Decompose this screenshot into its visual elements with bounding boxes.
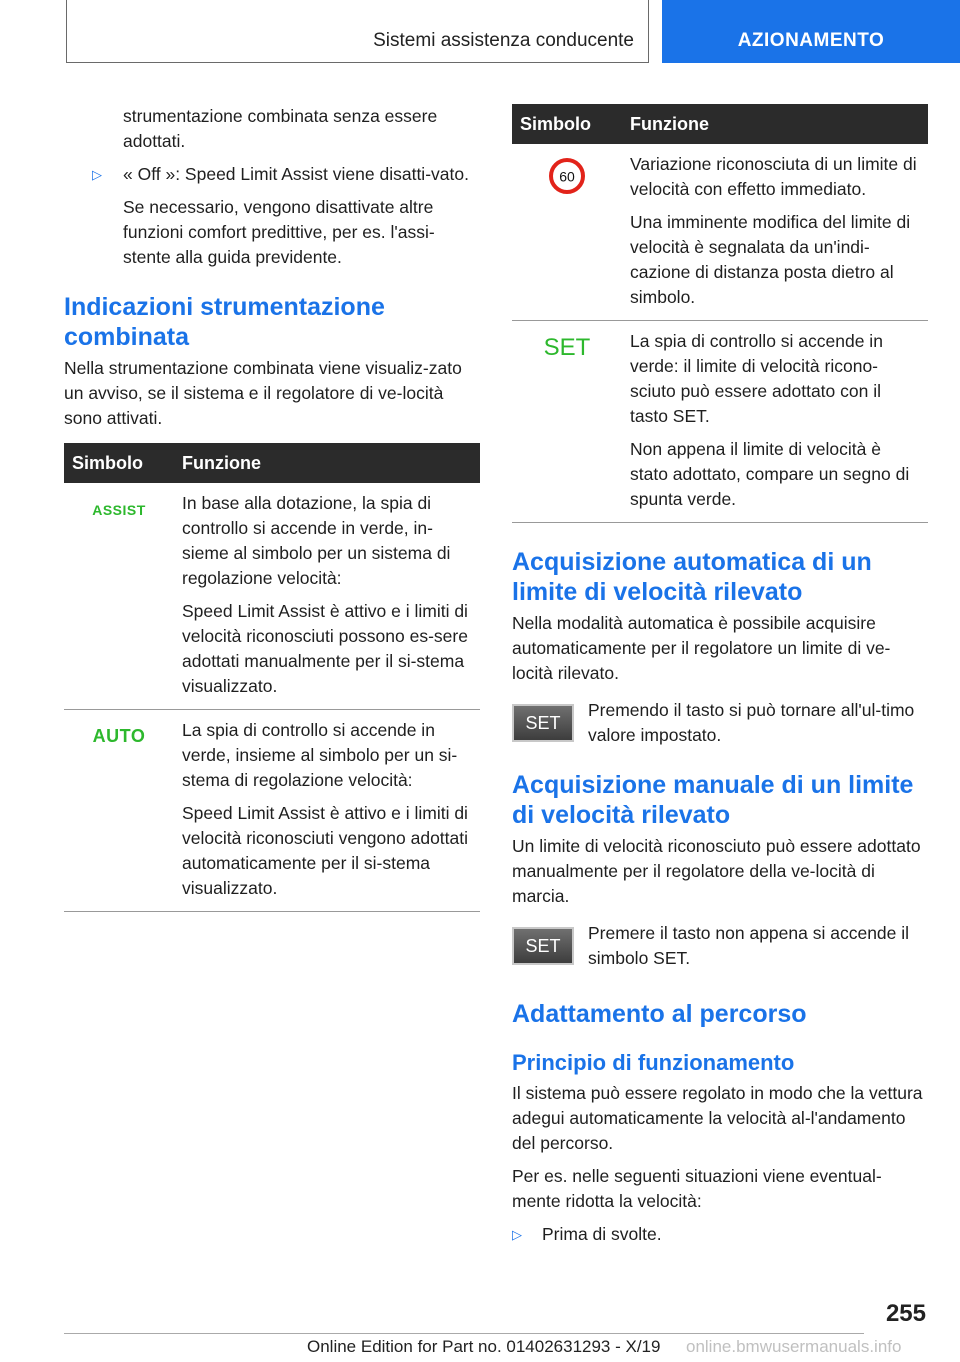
paragraph: Nella strumentazione combinata viene visualiz-zato un avviso, se il sistema e il regolatore di ve-locità sono attivati.: [64, 358, 462, 428]
table-header-symbol: Simbolo: [64, 443, 174, 483]
bullet-item: [512, 1222, 928, 1247]
table-symbol-cell: [512, 321, 622, 523]
table-symbol-cell: [512, 144, 622, 321]
auto-symbol-icon: AUTO: [92, 726, 146, 746]
paragraph: Per es. nelle seguenti situazioni viene eventual-mente ridotta la velocità:: [512, 1166, 882, 1211]
instruction-text: Premere il tasto non appena si accende il simbolo SET.: [588, 923, 910, 968]
cell-text: Variazione riconosciuta di un limite di velocità con effetto immediato.: [630, 154, 917, 199]
section-heading: Acquisizione manuale di un limite di velocità rilevato: [512, 771, 914, 829]
paragraph: Il sistema può essere regolato in modo che la vettura adegui automaticamente la velocità al-l'andamento del percorso.: [512, 1083, 923, 1153]
table-header-function: Funzione: [174, 443, 480, 483]
page-number: 255: [885, 1300, 926, 1327]
paragraph: Se necessario, vengono disattivate altre funzioni comfort predittive, per es. l'assi-stente alla guida previdente.: [123, 197, 435, 267]
cell-text: Speed Limit Assist è attivo e i limiti di velocità riconosciuti vengono adottati automaticamente per il si-stema visualizzato.: [182, 803, 469, 898]
header-chapter-title: AZIONAMENTO: [737, 30, 885, 51]
subsection-heading: Principio di funzionamento: [512, 1050, 795, 1075]
header-section-box: [66, 0, 649, 63]
button-cell: [512, 698, 588, 748]
table-header-row: [512, 104, 928, 144]
table-header-row: [64, 443, 480, 483]
table-row: [512, 144, 928, 321]
assist-symbol-icon: ASSIST: [92, 502, 146, 518]
button-instruction: [512, 921, 928, 971]
triangle-right-icon: ▷: [512, 1227, 522, 1242]
table-row: [512, 321, 928, 523]
left-column: [64, 104, 480, 912]
bullet-item: [64, 162, 480, 187]
set-button-icon: SET: [512, 927, 574, 965]
table-symbol-cell: [64, 483, 174, 710]
cell-text: Speed Limit Assist è attivo e i limiti di velocità riconosciuti possono es-sere adottati manualmente per il si-stema visualizzato.: [182, 601, 468, 696]
paragraph: Nella modalità automatica è possibile acquisire automaticamente per il regolatore un limite di ve-locità rilevato.: [512, 613, 891, 683]
cell-text: Non appena il limite di velocità è stato adottato, compare un segno di spunta verde.: [630, 439, 910, 509]
triangle-right-icon: ▷: [92, 167, 102, 182]
set-button-icon: SET: [512, 704, 574, 742]
section-heading: Adattamento al percorso: [512, 1000, 807, 1028]
button-instruction: [512, 698, 928, 748]
symbol-table: [64, 443, 480, 912]
section-heading: Indicazioni strumentazione combinata: [64, 293, 385, 351]
right-column: [512, 104, 928, 1255]
symbol-table: [512, 104, 928, 523]
section-heading: Acquisizione automatica di un limite di velocità rilevato: [512, 548, 872, 606]
bullet-text: « Off »: Speed Limit Assist viene disatti-vato.: [123, 164, 469, 184]
cell-text: La spia di controllo si accende in verde, insieme al simbolo per un si-stema di regolazione velocità:: [182, 720, 458, 790]
table-row: [64, 710, 480, 912]
speed-limit-value: 60: [559, 168, 575, 185]
table-row: [64, 483, 480, 710]
table-function-cell: [622, 321, 928, 523]
table-function-cell: [174, 710, 480, 912]
footer-watermark: online.bmwusermanuals.info: [686, 1337, 902, 1356]
table-header-function: Funzione: [622, 104, 928, 144]
header-chapter-tab[interactable]: [662, 0, 960, 63]
button-cell: [512, 921, 588, 971]
footer-edition: Online Edition for Part no. 01402631293 - X/19: [307, 1337, 661, 1356]
table-symbol-cell: [64, 710, 174, 912]
header-section-title: Sistemi assistenza conducente: [373, 30, 634, 51]
speed-limit-sign-icon: [549, 158, 585, 194]
cell-text: La spia di controllo si accende in verde: il limite di velocità ricono-sciuto può essere adottato con il tasto SET.: [630, 331, 883, 426]
bullet-text: Prima di svolte.: [542, 1224, 662, 1244]
table-header-symbol: Simbolo: [512, 104, 622, 144]
cell-text: Una imminente modifica del limite di velocità è segnalata da un'indi-cazione di distanza posta dietro al simbolo.: [630, 212, 911, 307]
table-function-cell: [174, 483, 480, 710]
set-symbol-icon: SET: [543, 334, 591, 361]
cell-text: In base alla dotazione, la spia di controllo si accende in verde, in-sieme al simbolo per un sistema di regolazione velocità:: [182, 493, 451, 588]
instruction-text: Premendo il tasto si può tornare all'ul-timo valore impostato.: [588, 700, 915, 745]
table-function-cell: [622, 144, 928, 321]
paragraph: strumentazione combinata senza essere adottati.: [123, 106, 438, 151]
footer-divider: [64, 1333, 864, 1334]
paragraph: Un limite di velocità riconosciuto può essere adottato manualmente per il regolatore della ve-locità di marcia.: [512, 836, 921, 906]
